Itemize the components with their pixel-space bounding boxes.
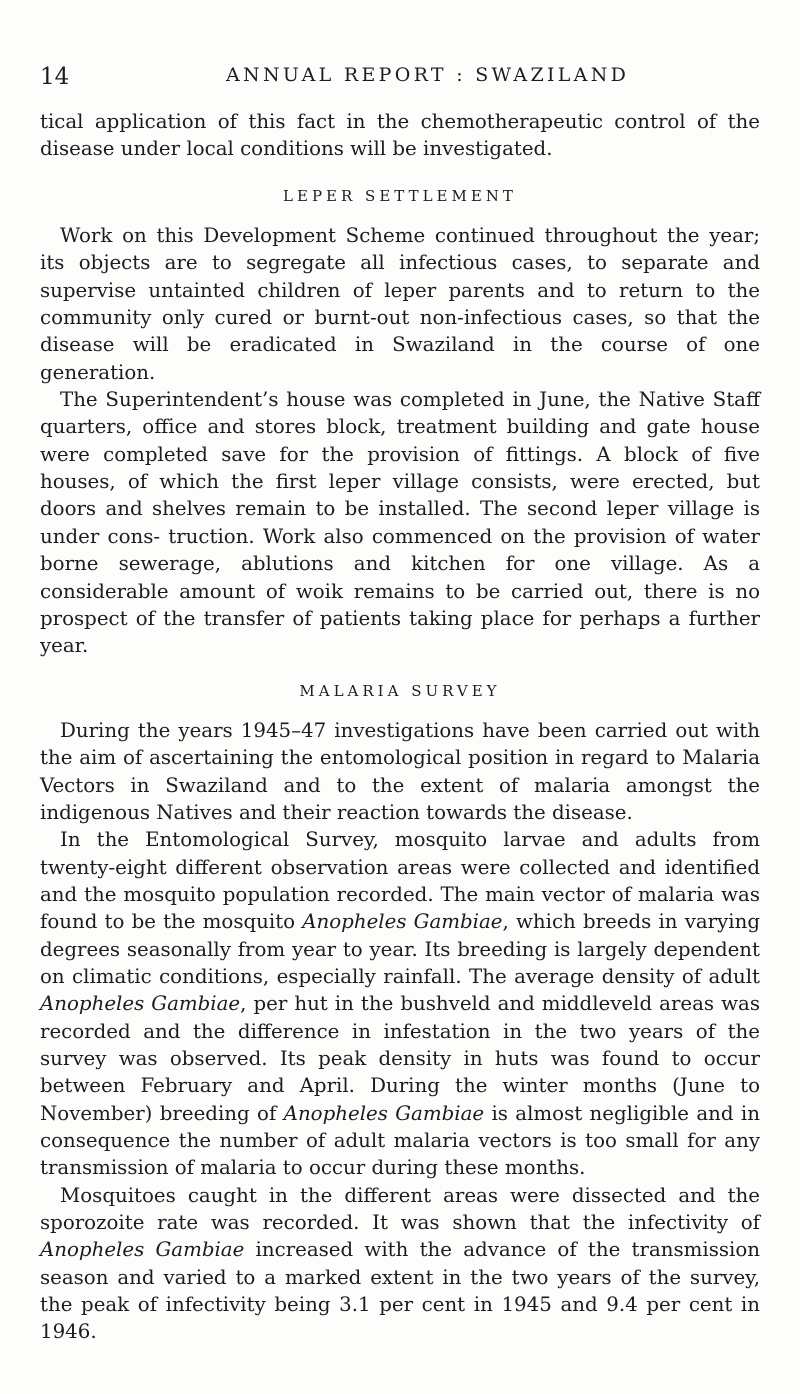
species-name: Anopheles Gambiae: [40, 992, 241, 1016]
running-title: ANNUAL REPORT : SWAZILAND: [226, 64, 630, 86]
paragraph-entomological-survey: [40, 826, 760, 1181]
paragraph: During the years 1945–47 investigations have been carried out with the aim of ascertaining the entomological position in regard to Malaria Vectors in Swaziland and to the extent of malaria amongst the indigenous Natives and their reaction towards the disease.: [40, 718, 760, 824]
text-run: , per hut in the bushveld and middleveld areas was recorded and the difference in infestation in the two years of the survey was observed. Its peak density in huts was found to occur between February and April. During the winter months (June to November) breeding of: [40, 992, 760, 1125]
text-run: In the Entomological Survey, mosquito larvae and adults from twenty-eight different observation areas were collected and identified and the mosquito population recorded. The main vector of malaria was found to be the mosquito: [40, 828, 760, 934]
section-heading-malaria-survey: MALARIA SURVEY: [299, 681, 501, 700]
continued-paragraph: tical application of this fact in the chemotherapeutic control of the disease under local conditions will be investigated.: [40, 110, 760, 161]
species-name: Anopheles Gambiae: [40, 1238, 245, 1262]
text-run: , which breeds in varying degrees seasonally from year to year. Its breeding is largely dependent on climatic conditions, especially rainfall. The average density of adult: [40, 910, 761, 988]
running-header: [40, 62, 760, 98]
section-heading-leper-settlement: LEPER SETTLEMENT: [283, 186, 517, 205]
body-text: [40, 108, 760, 1346]
page-number: 14: [40, 64, 70, 90]
text-run: increased with the advance of the transmission season and varied to a marked extent in the two years of the survey, the peak of infectivity being 3.1 per cent in 1945 and 9.4 per cent in 1946.: [40, 1238, 760, 1344]
species-name: Anopheles Gambiae: [302, 910, 503, 934]
species-name: Anopheles Gambiae: [283, 1101, 485, 1125]
paragraph: The Superintendent’s house was completed in June, the Native Staff quarters, office and stores block, treatment building and gate house were completed save for the provision of fittings. A block of five houses, of which the first leper village consists, were erected, but doors and shelves remain to be installed. The second leper village is under cons- truction. Work also commenced on the provision of water borne sewerage, ablutions and kitchen for one village. As a considerable amount of woik remains to be carried out, there is no prospect of the transfer of patients taking place for perhaps a further year.: [40, 388, 760, 658]
paragraph: Work on this Development Scheme continued throughout the year; its objects are to segregate all infectious cases, to separate and supervise untainted children of leper parents and to return to the community only cured or burnt-out non-infectious cases, so that the disease will be eradicated in Swaziland in the course of one generation.: [40, 224, 760, 384]
text-run: is almost negligible and in consequence the number of adult malaria vectors is too small for any transmission of malaria to occur during these months.: [40, 1101, 760, 1180]
text-run: Mosquitoes caught in the different areas were dissected and the sporozoite rate was recorded. It was shown that the infectivity of: [40, 1183, 760, 1235]
paragraph-sporozoite-rate: [40, 1182, 760, 1346]
